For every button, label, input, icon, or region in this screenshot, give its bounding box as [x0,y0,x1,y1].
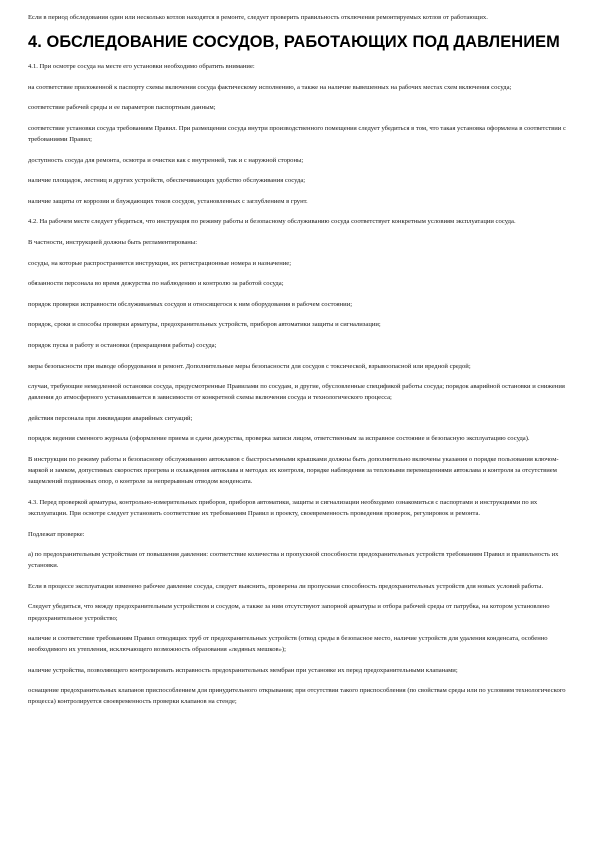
paragraph: наличие защиты от коррозии и блуждающих токов сосудов, установленных с заглублением в грунт. [28,197,308,205]
paragraph: порядок ведения сменного журнала (оформление приема и сдачи дежурства, проверка записи лицом, ответственным за исправное состояние и безопасную эксплуатацию сосуда). [28,435,530,443]
paragraph: наличие и соответствие требованиям Правил отводящих труб от предохранительных устройств (отвод среды в безопасное место, наличие устройств для удаления конденсата, особенно необходимого их утепления, исключающего возможность образования «ледяных мешков»); [28,635,548,654]
paragraph: наличие устройства, позволяющего контролировать исправность предохранительных мембран при установке их перед предохранительными клапанами; [28,666,458,674]
section-title: 4. ОБСЛЕДОВАНИЕ СОСУДОВ, РАБОТАЮЩИХ ПОД ДАВЛЕНИЕМ [28,32,560,51]
paragraph: оснащение предохранительных клапанов приспособлением для принудительного открывания; при отсутствии такого приспособления (по свойствам среды или по условиям технологического процесса) контролируется своевременность проверки клапанов на стенде; [28,687,566,706]
paragraph: соответствие установки сосуда требованиям Правил. При размещении сосуда внутри производственного помещения следует убедиться в том, что такая установка оформлена в соответствии с требованиями Правил; [28,124,566,144]
paragraph: 4.1. При осмотре сосуда на месте его установки необходимо обратить внимание: [28,63,255,71]
paragraph: Подлежат проверке: [28,530,85,538]
paragraph: доступность сосуда для ремонта, осмотра и очистки как с внутренней, так и с наружной стороны; [28,156,304,164]
paragraph: сосуды, на которые распространяется инструкция, их регистрационные номера и назначение; [28,259,292,267]
paragraph: меры безопасности при выводе оборудования в ремонт. Дополнительные меры безопасности для сосудов с токсической, взрывоопасной или вредной средой; [28,362,471,370]
paragraph: В частности, инструкцией должны быть регламентированы: [28,239,198,247]
paragraph: на соответствие приложенной к паспорту схемы включения сосуда фактическому исполнению, а также на наличие вывешенных на рабочих местах схем включения сосуда; [28,83,512,91]
paragraph: порядок проверки исправности обслуживаемых сосудов и относящегося к ним оборудования в рабочем состоянии; [28,300,353,308]
intro-paragraph: Если в период обследования один или несколько котлов находятся в ремонте, следует проверить правильность отключения ремонтируемых котлов от работающих. [28,14,488,21]
paragraph: обязанности персонала во время дежурства по наблюдению и контролю за работой сосуда; [28,280,284,288]
paragraph: наличие площадок, лестниц и других устройств, обеспечивающих удобство обслуживания сосуда; [28,177,306,185]
paragraph: Если в процессе эксплуатации изменено рабочее давление сосуда, следует выяснить, проверена ли пропускная способность предохранительных устройств для новых условий работы. [28,582,544,590]
paragraph: 4.2. На рабочем месте следует убедиться, что инструкция по режиму работы и безопасному обслуживанию сосуда соответствует конкретным условиям эксплуатации сосуда. [28,218,516,226]
paragraph: случаи, требующие немедленной остановки сосуда, предусмотренные Правилами по сосудам, и другие, обусловленные спецификой работы сосуда; порядок аварийной остановки и снижения давления до атмосферного устанавливается в зависимости от конкретной схемы включения сосуда и технологического процесса; [28,383,565,402]
paragraph: 4.3. Перед проверкой арматуры, контрольно-измерительных приборов, приборов автоматики, защиты и сигнализации необходимо ознакомиться с паспортами и инструкциями по их эксплуатации. При осмотре следует установить соответствие их требованиям Правил и проекту, своевременность проведения проверок, регулировок и ремонта. [28,498,538,517]
document-body [28,12,568,717]
paragraph: а) по предохранительным устройствам от повышения давления: соответствие количества и пропускной способности предохранительных устройств требованиям Правил и правильность их установки. [28,551,559,570]
paragraph: соответствие рабочей среды и ее параметров паспортным данным; [28,104,216,112]
paragraph: В инструкции по режиму работы и безопасному обслуживанию автоклавов с быстросъемными крышками должны быть дополнительно включены указания о порядке пользования ключом-маркой и замком, допустимых скоростях прогрева и охлаждения автоклава и методах их контроля, порядке наблюдения за тепловыми перемещениями автоклава и контроля за отсутствием защемлений подвижных опор, о контроле за непрерывным отводом конденсата. [28,456,559,486]
paragraph: порядок, сроки и способы проверки арматуры, предохранительных устройств, приборов автоматики защиты и сигнализации; [28,321,381,329]
paragraph: действия персонала при ликвидации аварийных ситуаций; [28,414,193,422]
paragraph: Следует убедиться, что между предохранительным устройством и сосудом, а также за ним отсутствуют запорной арматуры и отбора рабочей среды от патрубка, на котором установлено предохранительное устройство; [28,603,550,622]
paragraph: порядок пуска в работу и остановки (прекращения работы) сосуда; [28,342,217,349]
